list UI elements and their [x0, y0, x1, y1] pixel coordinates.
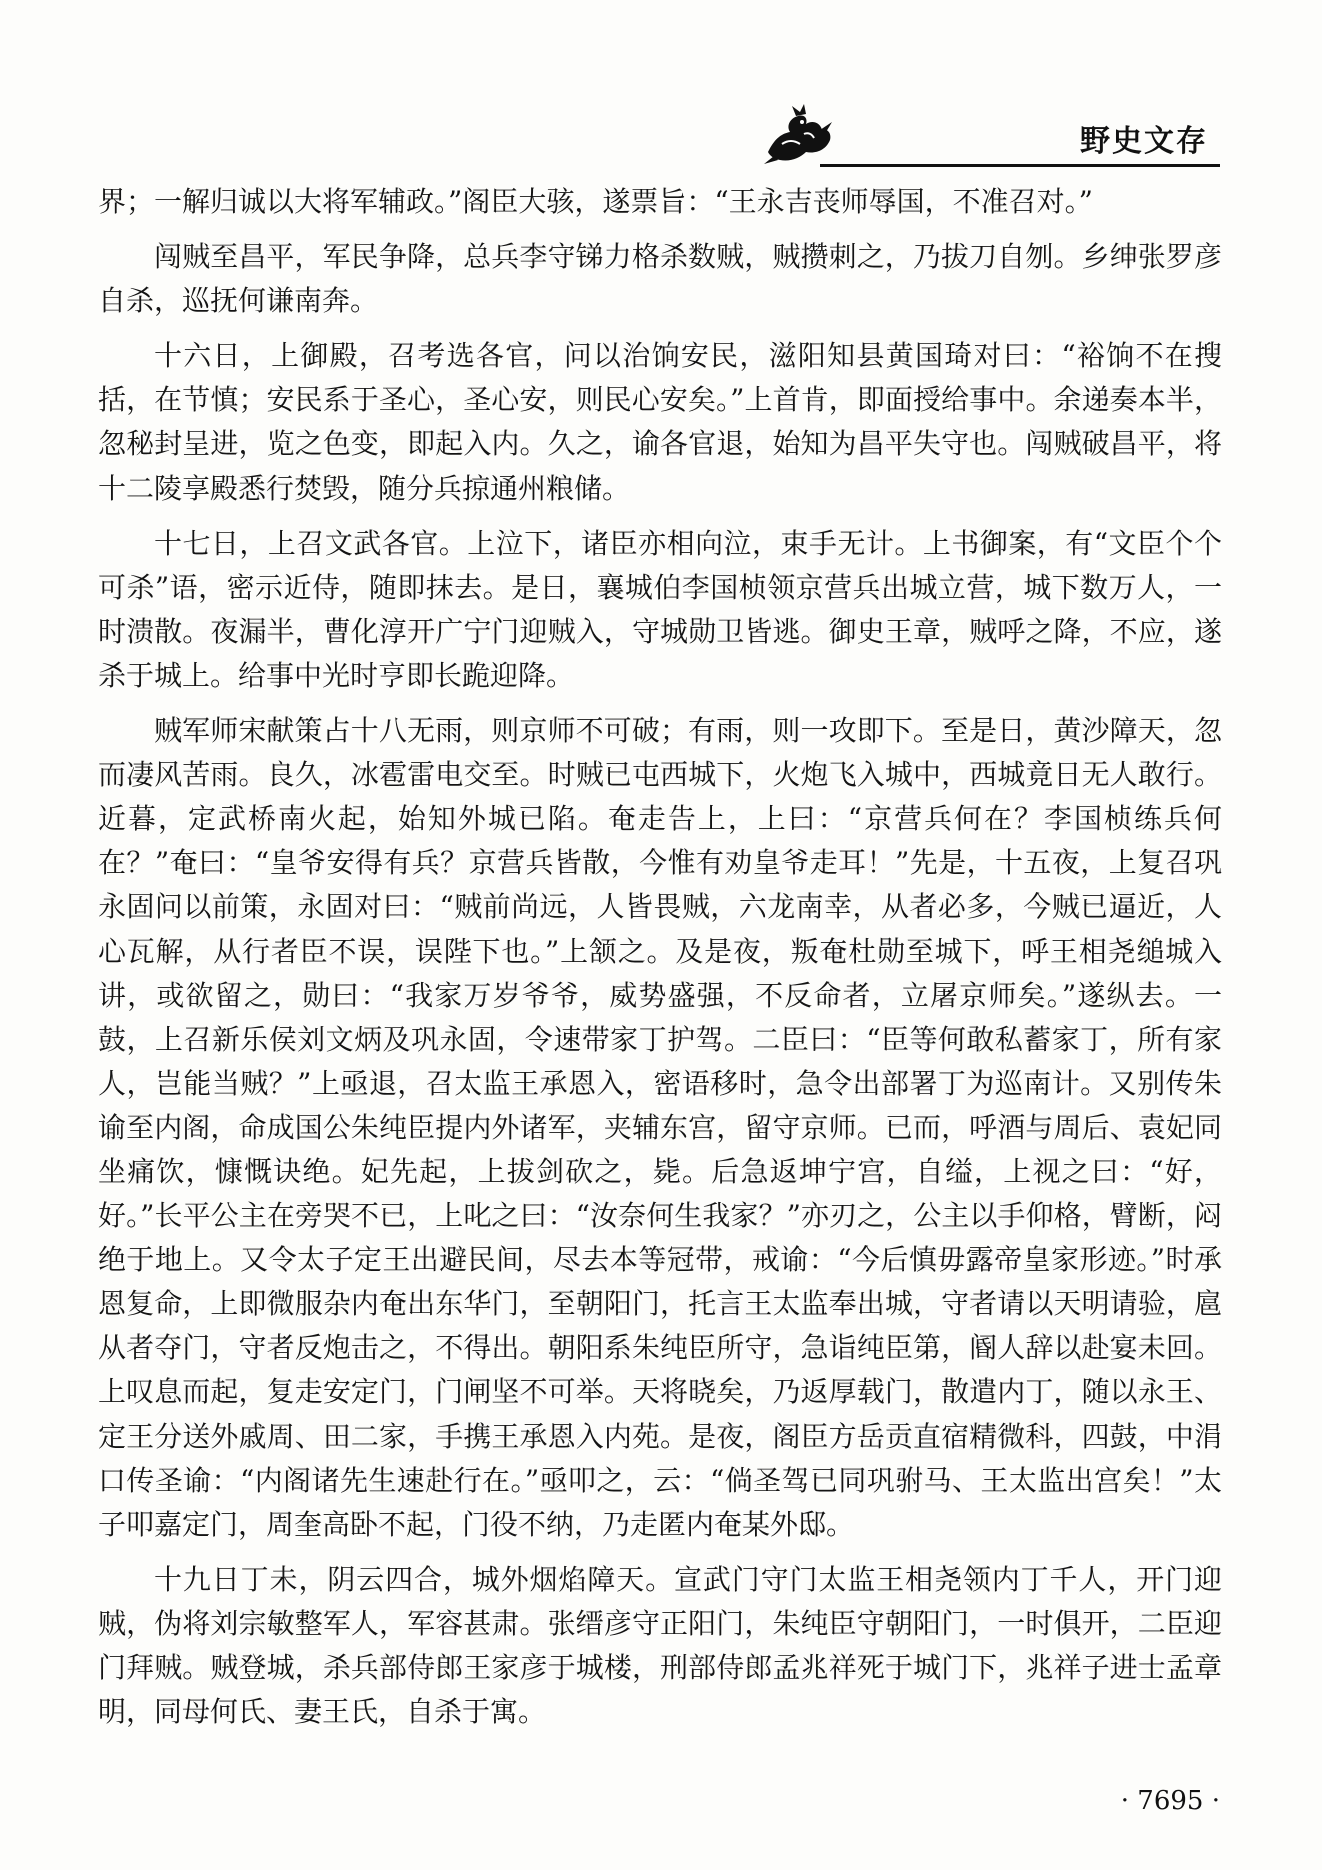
paragraph-1: 界；一解归诚以大将军辅政。”阁臣大骇，遂票旨：“王永吉丧师辱国，不准召对。”	[98, 185, 1093, 218]
page-number: · 7695 ·	[1120, 1786, 1220, 1816]
running-header	[760, 100, 1220, 172]
paragraph-4: 十七日，上召文武各官。上泣下，诸臣亦相向泣，束手无计。上书御案，有“文臣个个可杀”语，密示近侍，随即抹去。是日，襄城伯李国桢领京营兵出城立营，城下数万人，一时溃散。夜漏半，曹化淳开广宁门迎贼入，守城勋卫皆逃。御史王章，贼呼之降，不应，遂杀于城上。给事中光时亨即长跪迎降。	[98, 526, 1222, 692]
header-rule	[820, 164, 1220, 167]
book-title: 野史文存	[1080, 124, 1208, 159]
paragraph-2: 闯贼至昌平，军民争降，总兵李守锑力格杀数贼，贼攒刺之，乃拔刀自刎。乡绅张罗彦自杀，巡抚何谦南奔。	[98, 240, 1222, 318]
paragraph-5: 贼军师宋献策占十八无雨，则京师不可破；有雨，则一攻即下。至是日，黄沙障天，忽而凄风苦雨。良久，冰雹雷电交至。时贼已屯西城下，火炮飞入城中，西城竟日无人敢行。近暮，定武桥南火起，始知外城已陷。奄走告上，上曰：“京营兵何在？李国桢练兵何在？”奄曰：“皇爷安得有兵？京营兵皆散，今惟有劝皇爷走耳！”先是，十五夜，上复召巩永固问以前策，永固对曰：“贼前尚远，人皆畏贼，六龙南幸，从者必多，今贼已逼近，人心瓦解，从行者臣不误，误陛下也。”上颔之。及是夜，叛奄杜勋至城下，呼王相尧缒城入讲，或欲留之，勋曰：“我家万岁爷爷，威势盛强，不反命者，立屠京师矣。”遂纵去。一鼓，上召新乐侯刘文炳及巩永固，令速带家丁护驾。二臣曰：“臣等何敢私蓄家丁，所有家人，岂能当贼？”上亟退，召太监王承恩入，密语移时，急令出部署丁为巡南计。又别传朱谕至内阁，命成国公朱纯臣提内外诸军，夹辅东宫，留守京师。已而，呼酒与周后、袁妃同坐痛饮，慷慨诀绝。妃先起，上拔剑砍之，毙。后急返坤宁宫，自缢，上视之曰：“好，好。”长平公主在旁哭不已，上叱之曰：“汝奈何生我家？”亦刃之，公主以手仰格，臂断，闷绝于地上。又令太子定王出避民间，尽去本等冠带，戒谕：“今后慎毋露帝皇家形迹。”时承恩复命，上即微服杂内奄出东华门，至朝阳门，托言王太监奉出城，守者请以天明请验，扈从者夺门，守者反炮击之，不得出。朝阳系朱纯臣所守，急诣纯臣第，阍人辞以赴宴未回。上叹息而起，复走安定门，门闸坚不可举。天将晓矣，乃返厚载门，散遣内丁，随以永王、定王分送外戚周、田二家，手携王承恩入内苑。是夜，阁臣方岳贡直宿精微科，四鼓，中涓口传圣谕：“内阁诸先生速赴行在。”亟叩之，云：“倘圣驾已同巩驸马、王太监出宫矣！”太子叩嘉定门，周奎高卧不起，门役不纳，乃走匿内奄某外邸。	[98, 714, 1222, 1541]
text-body	[98, 180, 1222, 1745]
paragraph-6: 十九日丁未，阴云四合，城外烟焰障天。宣武门守门太监王相尧领内丁千人，开门迎贼，伪将刘宗敏整军人，军容甚肃。张缙彦守正阳门，朱纯臣守朝阳门，一时俱开，二臣迎门拜贼。贼登城，杀兵部侍郎王家彦于城楼，刑部侍郎孟兆祥死于城门下，兆祥子进士孟章明，同母何氏、妻王氏，自杀于寓。	[98, 1562, 1222, 1729]
dragon-emblem-icon	[760, 100, 840, 170]
paragraph-3: 十六日，上御殿，召考选各官，问以治饷安民，滋阳知县黄国琦对曰：“裕饷不在搜括，在节慎；安民系于圣心，圣心安，则民心安矣。”上首肯，即面授给事中。余递奏本半，忽秘封呈进，览之色变，即起入内。久之，谕各官退，始知为昌平失守也。闯贼破昌平，将十二陵享殿悉行焚毁，随分兵掠通州粮储。	[98, 339, 1222, 505]
